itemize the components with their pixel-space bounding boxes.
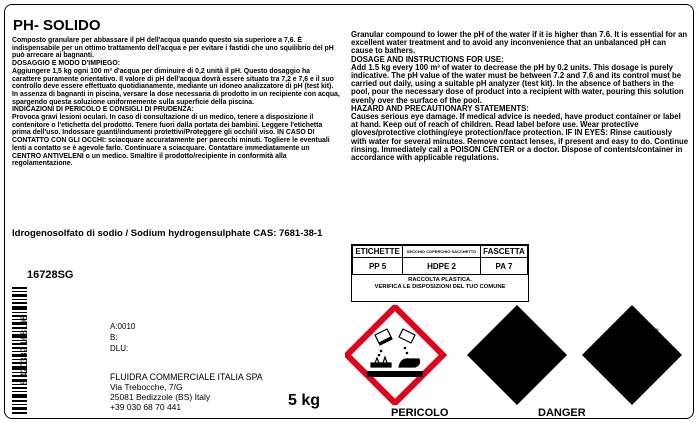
packaging-val-labels: PP 5: [353, 258, 403, 275]
english-dosage-heading: DOSAGE AND INSTRUCTIONS FOR USE:: [351, 54, 504, 64]
side-code: E9A119128006: [653, 328, 661, 373]
lot-dlu: DLU:: [110, 344, 129, 353]
company-phone: +39 030 68 70 441: [110, 402, 182, 412]
net-weight: 5 kg: [288, 392, 321, 409]
english-hazard-heading: HAZARD AND PRECAUTIONARY STATEMENTS:: [351, 103, 529, 113]
signal-word-it: PERICOLO: [391, 407, 449, 419]
signal-word-en: DANGER: [538, 407, 586, 419]
company-name: FLUIDRA COMMERCIALE ITALIA SPA: [110, 372, 263, 382]
ghs05-corrosion-icon: [347, 307, 443, 403]
english-hazard-text: Causes serious eye damage. If medical advice is needed, have product container or label at hand. Keep out of reach of children. Read label before use. Wear protective gloves/protective clothing/eye protection/face protection. IF IN EYES: Rinse cautiously with water for several minutes. Remove contact lenses, if present and easy to do. Continue rinsing. Immediately call a POISON CENTER or a doctor. Dispose of contents/container in accordance with applicable regulations.: [351, 112, 689, 163]
italian-description: Composto granulare per abbassare il pH dell'acqua quando questo sia superiore a 7,6. È indispensabile per un ottimo trattamento dell'acqua e per evitare i fastidi che uno squilibrio del pH può arrecare ai bagnanti.: [12, 37, 334, 60]
packaging-col-strap: FASCETTA: [480, 246, 527, 258]
english-description: Granular compound to lower the pH of the water if it is higher than 7.6. It is essential for an excellent water treatment and to avoid any inconvenience that an unbalanced pH can cause to bathers.: [351, 30, 688, 56]
barcode-number: 8 420382 168198: [19, 314, 29, 386]
product-title: PH- SOLIDO: [13, 17, 101, 34]
ghs-pictograms: [345, 305, 685, 405]
packaging-col-labels: ETICHETTE: [353, 246, 403, 258]
packaging-val-bucket: HDPE 2: [403, 258, 481, 275]
recycling-note-2: VERIFICA LE DISPOSIZIONI DEL TUO COMUNE: [374, 284, 506, 290]
company-block: [110, 372, 263, 412]
product-label: [4, 4, 694, 419]
black-diamond-icon: [467, 305, 567, 405]
lot-a: A:0010: [110, 322, 136, 331]
italian-hazard-heading: INDICAZIONI DI PERICOLO E CONSIGLI DI PRUDENZA:: [12, 106, 194, 114]
packaging-recycling-box: [351, 244, 529, 302]
lot-b: B:: [110, 333, 118, 342]
company-city: 25081 Bedizzole (BS) Italy: [110, 392, 211, 402]
black-diamond-icon: [582, 305, 682, 405]
italian-dosage-text: Aggiungere 1,5 kg ogni 100 m³ d'acqua per diminuire di 0,2 unità il pH. Questo dosaggio ha carattere puramente orientativo. Il valore di pH dell'acqua dovrà essere situato tra 7,2 e 7,6 e il suo controllo deve essere effettuato quotidianamente, mediante un idoneo analizzatore di pH (test kit). In assenza di bagnanti in piscina, versare la dose necessaria di prodotto in un recipiente con acqua, spargendo questa soluzione uniformemente sulla superficie della piscina.: [12, 67, 340, 106]
recycling-note: [352, 275, 528, 291]
english-text-column: [351, 31, 689, 162]
recycling-note-1: RACCOLTA PLASTICA.: [408, 277, 472, 283]
english-dosage-text: Add 1.5 kg every 100 m³ of water to decrease the pH by 0.2 units. This dosage is purely indicative. The pH value of the water must be between 7.2 and 7.6 and its control must be carried out daily, using a suitable pH analyzer (test kit). In the absence of bathers in the pool, pour the necessary dose of product into a recipient with water, pouring this solution evenly over the surface of the pool.: [351, 62, 684, 105]
italian-text-column: [12, 37, 340, 168]
ingredient-line: Idrogenosolfato di sodio / Sodium hydrogensulphate CAS: 7681-38-1: [12, 228, 323, 239]
product-code: 16728SG: [27, 269, 74, 281]
company-street: Via Trebocche, 7/G: [110, 382, 183, 392]
italian-hazard-text: Provoca gravi lesioni oculari. In caso di consultazione di un medico, tenere a disposizione il contenitore o l'etichetta del prodotto. Tenere fuori dalla portata dei bambini. Leggere l'etichetta prima dell'uso. Indossare guanti/indumenti protettivi/Proteggere gli occhi/il viso. IN CASO DI CONTATTO CON GLI OCCHI: sciacquare accuratamente per parecchi minuti. Togliere le eventuali lenti a contatto se è agevole farlo. Continuare a sciacquare. Contattare immediatamente un CENTRO ANTIVELENI o un medico. Smaltire il prodotto/recipiente in conformità alla regolamentazione.: [12, 114, 330, 168]
italian-dosage-heading: DOSAGGIO E MODO D'IMPIEGO:: [12, 60, 121, 68]
packaging-col-bucket: SECCHIO COPERCHIO SACCHETTO: [403, 246, 481, 258]
packaging-val-strap: PA 7: [480, 258, 527, 275]
